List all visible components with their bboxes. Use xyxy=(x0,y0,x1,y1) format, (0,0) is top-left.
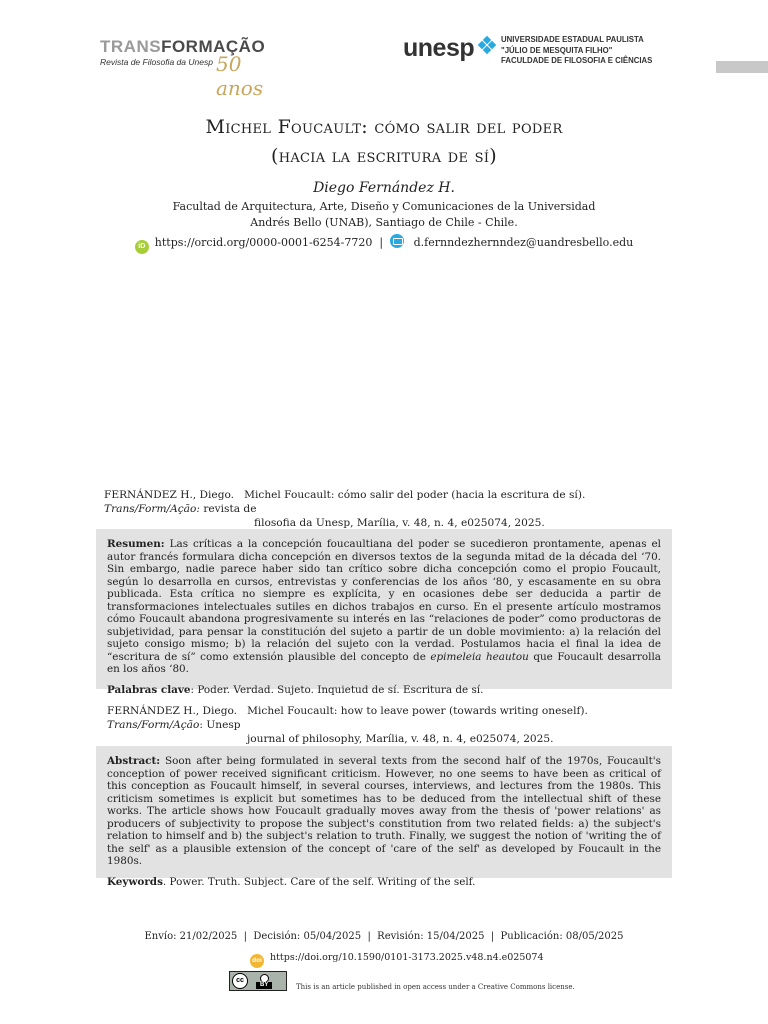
citation-en-line1 xyxy=(107,704,673,732)
resumen-box xyxy=(96,529,672,696)
university-name-line1: UNIVERSIDADE ESTADUAL PAULISTA xyxy=(501,35,644,44)
resumen-keywords-label: Palabras clave xyxy=(107,683,191,696)
unesp-emblem-icon xyxy=(477,36,497,56)
abstract-keywords-list: . Power. Truth. Subject. Care of the self. Writing of the self. xyxy=(162,875,476,888)
citation-es-line2: filosofia da Unesp, Marília, v. 48, n. 4, e025074, 2025. xyxy=(254,517,545,529)
resumen-keywords xyxy=(107,684,661,697)
abstract-box xyxy=(96,746,672,888)
contact-line xyxy=(0,234,768,254)
doi-line xyxy=(250,952,544,968)
cc-license-badge[interactable] xyxy=(229,971,287,991)
orcid-icon: iD xyxy=(135,240,149,254)
contact-separator: | xyxy=(379,236,384,249)
abstract-keywords xyxy=(107,876,661,889)
university-name xyxy=(501,35,652,67)
journal-logo-word-part2: FORMAÇÃO xyxy=(161,37,266,56)
citation-es-line1 xyxy=(104,488,670,516)
citation-es xyxy=(104,488,670,530)
resumen-label: Resumen: xyxy=(107,538,165,550)
creative-commons-icon: cc xyxy=(232,973,248,989)
citation-es-journal: Trans/Form/Ação: xyxy=(104,503,200,515)
citation-en-authors: FERNÁNDEZ H., Diego. xyxy=(107,705,238,717)
email-link[interactable]: d.fernndezhernndez@uandresbello.edu xyxy=(413,236,634,249)
journal-logo-word-part1: TRANS xyxy=(100,37,162,56)
citation-en xyxy=(107,704,673,746)
citation-en-line2: journal of philosophy, Marília, v. 48, n. 4, e025074, 2025. xyxy=(247,733,554,745)
license-text: This is an article published in open access under a Creative Commons license. xyxy=(296,983,575,991)
university-name-line2: "JÚLIO DE MESQUITA FILHO" xyxy=(501,45,613,55)
resumen-italic-term: epimeleia heautou xyxy=(430,650,529,663)
university-faculty: FACULDADE DE FILOSOFIA E CIÊNCIAS xyxy=(501,56,653,65)
email-icon xyxy=(390,234,404,248)
resumen-keywords-list: : Poder. Verdad. Sujeto. Inquietud de sí. Escritura de sí. xyxy=(190,683,484,696)
abstract-keywords-label: Keywords xyxy=(107,875,163,888)
abstract-text xyxy=(107,755,661,868)
citation-es-title: Michel Foucault: cómo salir del poder (hacia la escritura de sí). xyxy=(244,489,586,501)
abstract-body: Soon after being formulated in several texts from the second half of the 1970s, Foucault's conception of power received significant criticism. However, no one seems to have been as critical of this conception as Foucault himself, in several courses, interviews, and lectures from the 1980s. This criticism sometimes is explicit but sometimes has to be deduced from the intellectual shift of these works. The article shows how Foucault gradually moves away from the thesis of 'power relations' as producers of subjectivity to propose the subject's constitution from two related fields: a) the subject's relation to himself and b) the subject's relation to truth. Finally, we suggest the notion of 'writing the of the self' as a plausible extension of the concept of 'care of the self' as developed by Foucault in the 1980s. xyxy=(107,755,661,867)
abstract-label: Abstract: xyxy=(107,755,161,767)
journal-logo xyxy=(100,37,290,100)
page-edge-tab xyxy=(716,61,768,73)
citation-en-title: Michel Foucault: how to leave power (towards writing oneself). xyxy=(247,705,588,717)
article-title-line2: (hacia la escritura de sí) xyxy=(270,145,498,167)
affiliation-line1: Facultad de Arquitectura, Arte, Diseño y Comunicaciones de la Universidad xyxy=(172,200,596,213)
orcid-link[interactable]: https://orcid.org/0000-0001-6254-7720 xyxy=(154,236,373,249)
affiliation-line2: Andrés Bello (UNAB), Santiago de Chile - Chile. xyxy=(250,216,518,229)
cc-by-label: BY xyxy=(256,982,272,989)
doi-link[interactable]: https://doi.org/10.1590/0101-3173.2025.v48.n4.e025074 xyxy=(270,952,544,963)
article-title-line1: Michel Foucault: cómo salir del poder xyxy=(205,116,563,138)
resumen-body: Las críticas a la concepción foucaultiana del poder se sucedieron prontamente, apenas el autor francés formulara dicha concepción en diversos textos de la segunda mitad de la década del ‘70. Sin embargo, nadie parece haber sido tan crítico sobre dicha concepción como el propio Foucault, según lo desarrolla en cursos, entrevistas y conferencias de los años ‘80, y escasamente en su obra publicada. Esta crítica no siempre es explícita, y en ocasiones debe ser deducida a partir de transformaciones intelectuales sutiles en dichos trabajos en curso. En el presente artículo mostramos cómo Foucault abandona progresivamente su interés en las “relaciones de poder” como productoras de subjetividad, para pensar la constitución del sujeto a partir de un doble movimiento: a) la relación del sujeto consigo mismo; b) la relación del sujeto con la verdad. Postulamos hacia el final la idea de “escritura de sí” como extensión plausible del concepto de xyxy=(107,538,661,663)
publication-dates-text: Envío: 21/02/2025 | Decisión: 05/04/2025 | Revisión: 15/04/2025 | Publicación: 08/05/2025 xyxy=(144,931,624,942)
author-name: Diego Fernández H. xyxy=(313,180,455,196)
citation-en-rest1: : Unesp xyxy=(199,719,241,731)
university-logo xyxy=(403,34,663,74)
citation-en-journal: Trans/Form/Ação xyxy=(107,719,200,731)
resumen-text xyxy=(107,538,661,676)
citation-es-authors: FERNÁNDEZ H., Diego. xyxy=(104,489,235,501)
resumen-body-end: que Foucault desarrolla en los años ‘80. xyxy=(107,650,661,675)
journal-logo-subtitle: Revista de Filosofia da Unesp xyxy=(100,57,213,67)
citation-es-rest1: revista de xyxy=(203,503,257,515)
unesp-wordmark: unesp xyxy=(403,34,475,62)
journal-anniversary: 50 anos xyxy=(216,52,264,100)
publication-dates xyxy=(0,931,768,942)
doi-icon: doi xyxy=(250,954,264,968)
